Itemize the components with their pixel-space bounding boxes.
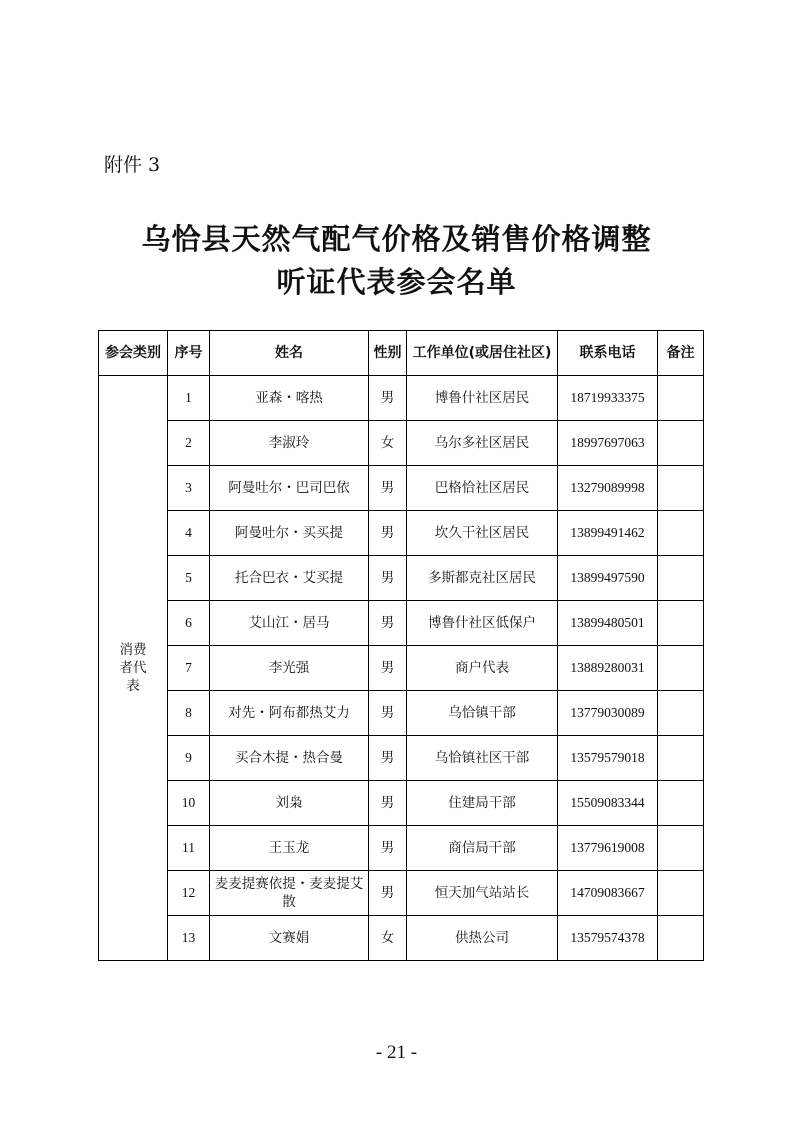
page-number: - 21 - bbox=[375, 1042, 418, 1063]
name-cell: 亚森・喀热 bbox=[210, 376, 369, 421]
remark-cell bbox=[658, 691, 704, 736]
seq-cell: 7 bbox=[168, 646, 210, 691]
seq-cell: 3 bbox=[168, 466, 210, 511]
remark-cell bbox=[658, 376, 704, 421]
seq-cell: 4 bbox=[168, 511, 210, 556]
seq-cell: 2 bbox=[168, 421, 210, 466]
phone-cell: 13779619008 bbox=[558, 826, 658, 871]
gender-cell: 男 bbox=[369, 511, 407, 556]
representatives-table bbox=[98, 330, 704, 961]
header-gender: 性别 bbox=[369, 331, 407, 376]
workplace-cell: 巴格恰社区居民 bbox=[407, 466, 558, 511]
name-cell: 买合木提・热合曼 bbox=[210, 736, 369, 781]
table-row bbox=[99, 421, 704, 466]
gender-cell: 男 bbox=[369, 871, 407, 916]
gender-cell: 男 bbox=[369, 601, 407, 646]
name-cell: 王玉龙 bbox=[210, 826, 369, 871]
phone-cell: 13899497590 bbox=[558, 556, 658, 601]
phone-cell: 13279089998 bbox=[558, 466, 658, 511]
remark-cell bbox=[658, 466, 704, 511]
gender-cell: 女 bbox=[369, 421, 407, 466]
table-row bbox=[99, 511, 704, 556]
name-cell: 李淑玲 bbox=[210, 421, 369, 466]
remark-cell bbox=[658, 871, 704, 916]
remark-cell bbox=[658, 826, 704, 871]
seq-cell: 11 bbox=[168, 826, 210, 871]
name-cell: 艾山江・居马 bbox=[210, 601, 369, 646]
workplace-cell: 商户代表 bbox=[407, 646, 558, 691]
remark-cell bbox=[658, 781, 704, 826]
workplace-cell: 恒天加气站站长 bbox=[407, 871, 558, 916]
category-cell: 消费者代表 bbox=[99, 376, 168, 961]
remark-cell bbox=[658, 556, 704, 601]
name-cell: 麦麦提赛依提・麦麦提艾散 bbox=[210, 871, 369, 916]
name-cell: 对先・阿布都热艾力 bbox=[210, 691, 369, 736]
table-row bbox=[99, 871, 704, 916]
seq-cell: 1 bbox=[168, 376, 210, 421]
header-seq: 序号 bbox=[168, 331, 210, 376]
phone-cell: 18997697063 bbox=[558, 421, 658, 466]
gender-cell: 男 bbox=[369, 826, 407, 871]
seq-cell: 13 bbox=[168, 916, 210, 961]
remark-cell bbox=[658, 646, 704, 691]
remark-cell bbox=[658, 736, 704, 781]
header-remark: 备注 bbox=[658, 331, 704, 376]
header-phone: 联系电话 bbox=[558, 331, 658, 376]
workplace-cell: 商信局干部 bbox=[407, 826, 558, 871]
table-header-row bbox=[99, 331, 704, 376]
seq-cell: 12 bbox=[168, 871, 210, 916]
seq-cell: 9 bbox=[168, 736, 210, 781]
table-row bbox=[99, 781, 704, 826]
remark-cell bbox=[658, 601, 704, 646]
phone-cell: 13579574378 bbox=[558, 916, 658, 961]
phone-cell: 15509083344 bbox=[558, 781, 658, 826]
table-row bbox=[99, 826, 704, 871]
document-title-line1: 乌恰县天然气配气价格及销售价格调整 bbox=[141, 222, 652, 256]
gender-cell: 男 bbox=[369, 376, 407, 421]
phone-cell: 14709083667 bbox=[558, 871, 658, 916]
workplace-cell: 乌恰镇社区干部 bbox=[407, 736, 558, 781]
workplace-cell: 住建局干部 bbox=[407, 781, 558, 826]
table-row bbox=[99, 556, 704, 601]
gender-cell: 男 bbox=[369, 691, 407, 736]
workplace-cell: 乌恰镇干部 bbox=[407, 691, 558, 736]
remark-cell bbox=[658, 421, 704, 466]
seq-cell: 6 bbox=[168, 601, 210, 646]
name-cell: 文赛娟 bbox=[210, 916, 369, 961]
gender-cell: 男 bbox=[369, 556, 407, 601]
phone-cell: 13899480501 bbox=[558, 601, 658, 646]
workplace-cell: 博鲁什社区居民 bbox=[407, 376, 558, 421]
gender-cell: 女 bbox=[369, 916, 407, 961]
table-row bbox=[99, 601, 704, 646]
phone-cell: 18719933375 bbox=[558, 376, 658, 421]
phone-cell: 13779030089 bbox=[558, 691, 658, 736]
gender-cell: 男 bbox=[369, 781, 407, 826]
header-category: 参会类别 bbox=[99, 331, 168, 376]
workplace-cell: 多斯都克社区居民 bbox=[407, 556, 558, 601]
table-row bbox=[99, 736, 704, 781]
seq-cell: 8 bbox=[168, 691, 210, 736]
name-cell: 阿曼吐尔・买买提 bbox=[210, 511, 369, 556]
gender-cell: 男 bbox=[369, 736, 407, 781]
table-row bbox=[99, 646, 704, 691]
workplace-cell: 供热公司 bbox=[407, 916, 558, 961]
phone-cell: 13899491462 bbox=[558, 511, 658, 556]
table-row bbox=[99, 916, 704, 961]
attachment-label: 附件 3 bbox=[104, 154, 161, 176]
workplace-cell: 博鲁什社区低保户 bbox=[407, 601, 558, 646]
workplace-cell: 坎久干社区居民 bbox=[407, 511, 558, 556]
seq-cell: 5 bbox=[168, 556, 210, 601]
header-name: 姓名 bbox=[210, 331, 369, 376]
remark-cell bbox=[658, 511, 704, 556]
name-cell: 李光强 bbox=[210, 646, 369, 691]
gender-cell: 男 bbox=[369, 466, 407, 511]
header-workplace: 工作单位(或居住社区) bbox=[407, 331, 558, 376]
table-row bbox=[99, 376, 704, 421]
gender-cell: 男 bbox=[369, 646, 407, 691]
remark-cell bbox=[658, 916, 704, 961]
table-row bbox=[99, 466, 704, 511]
name-cell: 刘枭 bbox=[210, 781, 369, 826]
seq-cell: 10 bbox=[168, 781, 210, 826]
phone-cell: 13889280031 bbox=[558, 646, 658, 691]
table-row bbox=[99, 691, 704, 736]
name-cell: 阿曼吐尔・巴司巴依 bbox=[210, 466, 369, 511]
phone-cell: 13579579018 bbox=[558, 736, 658, 781]
name-cell: 托合巴衣・艾买提 bbox=[210, 556, 369, 601]
document-title-line2: 听证代表参会名单 bbox=[276, 265, 517, 299]
workplace-cell: 乌尔多社区居民 bbox=[407, 421, 558, 466]
